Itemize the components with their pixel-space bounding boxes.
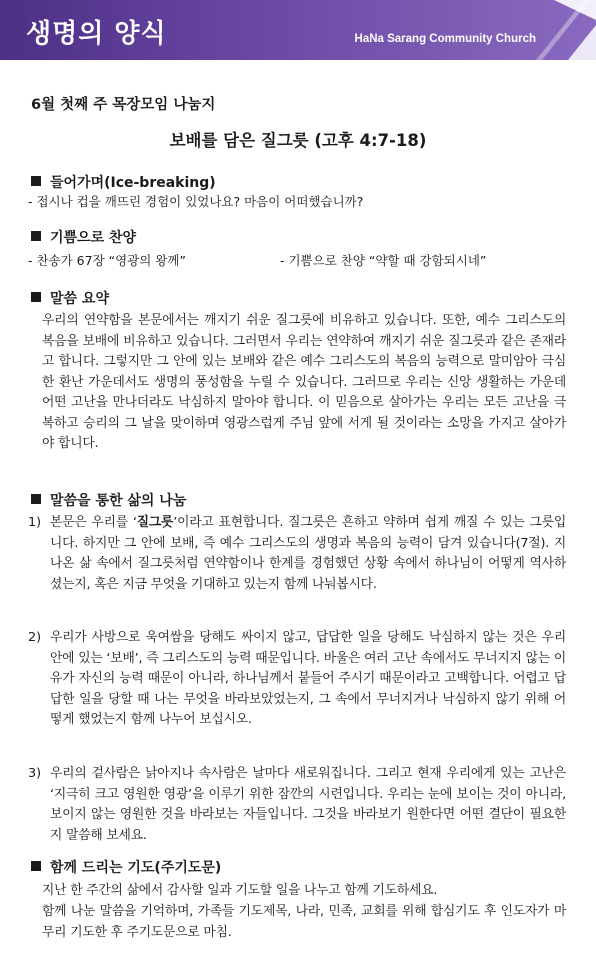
emphasis-word: 질그릇 — [136, 515, 174, 530]
header-banner — [0, 0, 596, 60]
banner-decoration — [516, 0, 596, 60]
section-summary-heading: 말씀 요약 — [31, 288, 109, 308]
document-subtitle: 6월 첫째 주 목장모임 나눔지 — [31, 97, 216, 113]
sharing-question-3: 우리의 겉사람은 낡아지나 속사람은 날마다 새로워집니다. 그리고 현재 우리에게 있는 고난은 ‘지극히 크고 영원한 영광’을 이루기 위한 잠깐의 시련입니다. 우리는 눈에 보이는 것이 아니라, 보이지 않는 영원한 것을 바라보는 자들입니다. 그것을 바라보기 원한다면 어떤 결단이 필요한지 말씀해 보세요. — [50, 766, 566, 843]
sharing-question-1: 본문은 우리를 ‘질그릇’이라고 표현합니다. 질그릇은 흔하고 약하며 쉽게 깨질 수 있는 그릇입니다. 하지만 그 안에 보배, 즉 예수 그리스도의 생명과 복음의 능력이 담겨 있습니다(7절). 지나온 삶 속에서 질그릇처럼 연약함이나 한계를 경험했던 상황 속에서 하나님이 어떻게 역사하셨는지, 혹은 지금 무엇을 기대하고 있는지 함께 나눠봅시다. — [50, 515, 567, 592]
praise-hymn: - 찬송가 67장 “영광의 왕께” — [28, 253, 186, 268]
question-number: 3) — [28, 766, 42, 781]
question-number: 1) — [28, 515, 42, 530]
section-sharing-heading: 말씀을 통한 삶의 나눔 — [31, 490, 186, 510]
section-prayer-heading: 함께 드리는 기도(주기도문) — [31, 857, 221, 877]
icebreak-question: - 접시나 컵을 깨뜨린 경험이 있었나요? 마음이 어떠했습니까? — [28, 194, 364, 209]
newsletter-title: 생명의 양식 — [26, 19, 167, 49]
section-icebreak-heading: 들어가며(Ice-breaking) — [31, 172, 216, 192]
summary-paragraph: 우리의 연약함을 본문에서는 깨지기 쉬운 질그릇에 비유하고 있습니다. 또한, 예수 그리스도의 복음을 보배에 비유하고 있습니다. 그러면서 우리는 연약하여 깨지기 쉬운 질그릇과 같은 존재라고 합니다. 그렇지만 그 안에 있는 보배와 같은 예수 그리스도의 복음의 능력으로 말미암아 극심한 환난 가운데서도 생명의 풍성함을 누릴 수 있습니다. 그러므로 우리는 신앙 생활하는 가운데 어떤 고난을 만나더라도 낙심하지 말아야 합니다. 이 믿음으로 살아가는 우리는 모든 고난을 극복하고 승리의 그 날을 맞이하며 영광스럽게 주님 앞에 서게 될 것이라는 소망을 가지고 살아가야 합니다. — [42, 313, 566, 451]
square-bullet-icon — [31, 231, 41, 241]
document-title: 보배를 담은 질그릇 (고후 4:7-18) — [169, 131, 427, 150]
square-bullet-icon — [31, 861, 41, 871]
prayer-instruction-2: 함께 나눈 말씀을 기억하며, 가족들 기도제목, 나라, 민족, 교회를 위해 합심기도 후 인도자가 마무리 기도한 후 주기도문으로 마침. — [42, 904, 566, 940]
square-bullet-icon — [31, 292, 41, 302]
section-praise-heading: 기쁨으로 찬양 — [31, 227, 136, 247]
church-name: HaNa Sarang Community Church — [354, 33, 536, 45]
prayer-instruction-1: 지난 한 주간의 삶에서 감사할 일과 기도할 일을 나누고 함께 기도하세요. — [42, 883, 438, 898]
sharing-question-2: 우리가 사방으로 욱여쌈을 당해도 싸이지 않고, 답답한 일을 당해도 낙심하지 않는 것은 우리 안에 있는 ‘보배’, 즉 그리스도의 능력 때문입니다. 바울은 여러 고난 속에서도 무너지지 않는 이유가 자신의 능력 때문이 아니라, 하나님께서 붙들어 주시기 때문이라고 고백합니다. 어렵고 답답한 일을 당할 때 나는 무엇을 바라보았었는지, 그 속에서 무너지거나 낙심하지 않기 위해 어떻게 했었는지 함께 나누어 보십시오. — [50, 630, 566, 727]
question-number: 2) — [28, 630, 42, 645]
praise-song: - 기쁨으로 찬양 “약할 때 강함되시네” — [280, 253, 487, 268]
square-bullet-icon — [31, 176, 41, 186]
square-bullet-icon — [31, 494, 41, 504]
